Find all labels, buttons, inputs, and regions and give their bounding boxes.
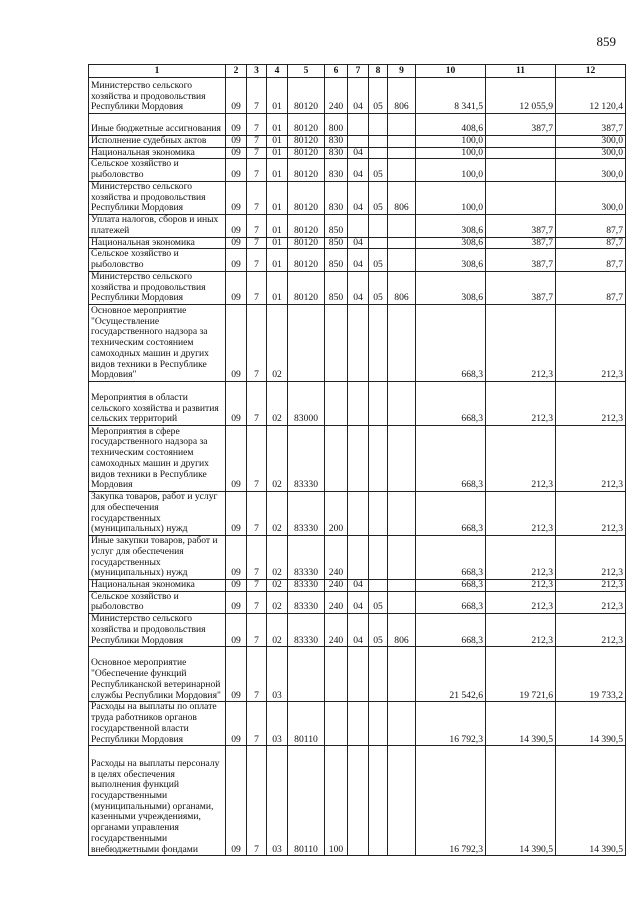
vr-code-cell: 850: [325, 249, 348, 271]
rz-code-cell: [348, 426, 369, 492]
pp-code-cell: 7: [247, 271, 267, 304]
table-row: [89, 114, 626, 136]
amount-year-2-cell: 12 055,9: [486, 78, 556, 114]
amount-year-3-cell: 212,3: [556, 426, 626, 492]
amount-year-3-cell: 87,7: [556, 249, 626, 271]
column-header: 8: [369, 65, 388, 78]
vr-code-cell: 830: [325, 147, 348, 159]
om-code-cell: 01: [267, 249, 288, 271]
item-name-cell: Иные бюджетные ассигнования: [89, 114, 226, 136]
item-name-cell: Министерство сельского хозяйства и продовольствия Республики Мордовия: [89, 78, 226, 114]
pp-code-cell: 7: [247, 136, 267, 148]
vr-code-cell: 850: [325, 215, 348, 237]
amount-year-1-cell: 668,3: [416, 382, 486, 426]
gp-code-cell: 09: [226, 614, 247, 647]
pr-code-cell: [369, 237, 388, 249]
table-row: [89, 215, 626, 237]
pr-code-cell: 05: [369, 614, 388, 647]
item-name-cell: Основное мероприятие "Осуществление государственного надзора за техническим состоянием самоходных машин и других видов техники в Республике Мордовия": [89, 305, 226, 382]
pp-code-cell: 7: [247, 580, 267, 592]
om-code-cell: 01: [267, 271, 288, 304]
direction-code-cell: 80120: [288, 78, 325, 114]
om-code-cell: 03: [267, 746, 288, 856]
rz-code-cell: 04: [348, 78, 369, 114]
gp-code-cell: 09: [226, 536, 247, 580]
gp-code-cell: 09: [226, 426, 247, 492]
amount-year-1-cell: 668,3: [416, 426, 486, 492]
amount-year-3-cell: 212,3: [556, 591, 626, 613]
column-header: 6: [325, 65, 348, 78]
amount-year-3-cell: 300,0: [556, 136, 626, 148]
grbs-code-cell: [388, 305, 416, 382]
om-code-cell: 03: [267, 647, 288, 702]
vr-code-cell: [325, 702, 348, 746]
budget-table: [88, 64, 626, 856]
vr-code-cell: 240: [325, 580, 348, 592]
item-name-cell: Мероприятия в области сельского хозяйства и развития сельских территорий: [89, 382, 226, 426]
amount-year-3-cell: 212,3: [556, 536, 626, 580]
amount-year-1-cell: 668,3: [416, 614, 486, 647]
amount-year-2-cell: 387,7: [486, 215, 556, 237]
pr-code-cell: [369, 382, 388, 426]
rz-code-cell: [348, 647, 369, 702]
table-row: [89, 147, 626, 159]
gp-code-cell: 09: [226, 159, 247, 181]
vr-code-cell: 240: [325, 536, 348, 580]
pr-code-cell: [369, 536, 388, 580]
gp-code-cell: 09: [226, 647, 247, 702]
om-code-cell: 02: [267, 580, 288, 592]
item-name-cell: Сельское хозяйство и рыболовство: [89, 249, 226, 271]
pr-code-cell: 05: [369, 249, 388, 271]
gp-code-cell: 09: [226, 237, 247, 249]
amount-year-2-cell: 212,3: [486, 426, 556, 492]
direction-code-cell: 80120: [288, 215, 325, 237]
gp-code-cell: 09: [226, 114, 247, 136]
amount-year-3-cell: 87,7: [556, 271, 626, 304]
amount-year-2-cell: [486, 147, 556, 159]
pp-code-cell: 7: [247, 159, 267, 181]
table-row: [89, 305, 626, 382]
grbs-code-cell: [388, 237, 416, 249]
grbs-code-cell: [388, 426, 416, 492]
vr-code-cell: 240: [325, 78, 348, 114]
om-code-cell: 01: [267, 181, 288, 214]
vr-code-cell: 830: [325, 181, 348, 214]
grbs-code-cell: [388, 536, 416, 580]
rz-code-cell: 04: [348, 591, 369, 613]
vr-code-cell: 240: [325, 591, 348, 613]
grbs-code-cell: [388, 136, 416, 148]
direction-code-cell: 80120: [288, 159, 325, 181]
pp-code-cell: 7: [247, 746, 267, 856]
pr-code-cell: 05: [369, 271, 388, 304]
pr-code-cell: [369, 114, 388, 136]
gp-code-cell: 09: [226, 181, 247, 214]
amount-year-2-cell: 387,7: [486, 271, 556, 304]
grbs-code-cell: 806: [388, 78, 416, 114]
vr-code-cell: 100: [325, 746, 348, 856]
gp-code-cell: 09: [226, 591, 247, 613]
amount-year-2-cell: 212,3: [486, 382, 556, 426]
om-code-cell: 01: [267, 78, 288, 114]
item-name-cell: Мероприятия в сфере государственного надзора за техническим состоянием самоходных машин и других видов техники в Республике Мордовия: [89, 426, 226, 492]
pr-code-cell: 05: [369, 159, 388, 181]
gp-code-cell: 09: [226, 249, 247, 271]
rz-code-cell: [348, 136, 369, 148]
direction-code-cell: 80120: [288, 147, 325, 159]
vr-code-cell: 830: [325, 136, 348, 148]
direction-code-cell: 83000: [288, 382, 325, 426]
gp-code-cell: 09: [226, 305, 247, 382]
item-name-cell: Сельское хозяйство и рыболовство: [89, 159, 226, 181]
amount-year-2-cell: 14 390,5: [486, 702, 556, 746]
pp-code-cell: 7: [247, 492, 267, 536]
pp-code-cell: 7: [247, 536, 267, 580]
rz-code-cell: 04: [348, 237, 369, 249]
pr-code-cell: [369, 215, 388, 237]
vr-code-cell: 200: [325, 492, 348, 536]
grbs-code-cell: 806: [388, 271, 416, 304]
table-row: [89, 426, 626, 492]
direction-code-cell: 83330: [288, 426, 325, 492]
amount-year-3-cell: 14 390,5: [556, 746, 626, 856]
direction-code-cell: 80120: [288, 237, 325, 249]
direction-code-cell: 80120: [288, 114, 325, 136]
amount-year-2-cell: 212,3: [486, 591, 556, 613]
amount-year-1-cell: 308,6: [416, 249, 486, 271]
amount-year-2-cell: [486, 181, 556, 214]
grbs-code-cell: [388, 147, 416, 159]
rz-code-cell: [348, 536, 369, 580]
grbs-code-cell: [388, 746, 416, 856]
item-name-cell: Министерство сельского хозяйства и продовольствия Республики Мордовия: [89, 614, 226, 647]
table-row: [89, 702, 626, 746]
column-header: 9: [388, 65, 416, 78]
column-header: 4: [267, 65, 288, 78]
item-name-cell: Национальная экономика: [89, 580, 226, 592]
amount-year-1-cell: 100,0: [416, 181, 486, 214]
rz-code-cell: [348, 702, 369, 746]
pp-code-cell: 7: [247, 114, 267, 136]
amount-year-1-cell: 100,0: [416, 159, 486, 181]
vr-code-cell: 850: [325, 271, 348, 304]
om-code-cell: 02: [267, 492, 288, 536]
amount-year-1-cell: 100,0: [416, 147, 486, 159]
direction-code-cell: 80120: [288, 271, 325, 304]
table-row: [89, 536, 626, 580]
vr-code-cell: 800: [325, 114, 348, 136]
item-name-cell: Расходы на выплаты персоналу в целях обеспечения выполнения функций государственными (муниципальными) органами, казенными учреждениями, органами управления государственными внебюджетными фондами: [89, 746, 226, 856]
pr-code-cell: 05: [369, 78, 388, 114]
pr-code-cell: 05: [369, 591, 388, 613]
amount-year-3-cell: 19 733,2: [556, 647, 626, 702]
item-name-cell: Исполнение судебных актов: [89, 136, 226, 148]
column-header: 5: [288, 65, 325, 78]
amount-year-3-cell: 212,3: [556, 305, 626, 382]
om-code-cell: 01: [267, 215, 288, 237]
item-name-cell: Уплата налогов, сборов и иных платежей: [89, 215, 226, 237]
direction-code-cell: [288, 647, 325, 702]
amount-year-3-cell: 300,0: [556, 159, 626, 181]
table-row: [89, 382, 626, 426]
amount-year-2-cell: 212,3: [486, 305, 556, 382]
direction-code-cell: 80120: [288, 136, 325, 148]
amount-year-1-cell: 408,6: [416, 114, 486, 136]
item-name-cell: Министерство сельского хозяйства и продовольствия Республики Мордовия: [89, 271, 226, 304]
grbs-code-cell: [388, 702, 416, 746]
pp-code-cell: 7: [247, 181, 267, 214]
amount-year-3-cell: 212,3: [556, 580, 626, 592]
table-row: [89, 159, 626, 181]
om-code-cell: 02: [267, 426, 288, 492]
table-row: [89, 271, 626, 304]
amount-year-1-cell: 668,3: [416, 492, 486, 536]
om-code-cell: 03: [267, 702, 288, 746]
om-code-cell: 01: [267, 114, 288, 136]
direction-code-cell: 83330: [288, 591, 325, 613]
om-code-cell: 02: [267, 305, 288, 382]
item-name-cell: Расходы на выплаты по оплате труда работников органов государственной власти Республики Мордовия: [89, 702, 226, 746]
item-name-cell: Национальная экономика: [89, 237, 226, 249]
item-name-cell: Министерство сельского хозяйства и продовольствия Республики Мордовия: [89, 181, 226, 214]
amount-year-2-cell: [486, 136, 556, 148]
gp-code-cell: 09: [226, 382, 247, 426]
om-code-cell: 02: [267, 382, 288, 426]
direction-code-cell: 83330: [288, 580, 325, 592]
pp-code-cell: 7: [247, 237, 267, 249]
gp-code-cell: 09: [226, 492, 247, 536]
amount-year-3-cell: 87,7: [556, 237, 626, 249]
amount-year-2-cell: 14 390,5: [486, 746, 556, 856]
vr-code-cell: [325, 382, 348, 426]
pp-code-cell: 7: [247, 147, 267, 159]
pr-code-cell: [369, 305, 388, 382]
direction-code-cell: 83330: [288, 536, 325, 580]
amount-year-2-cell: 212,3: [486, 614, 556, 647]
rz-code-cell: [348, 215, 369, 237]
table-row: [89, 78, 626, 114]
amount-year-3-cell: 387,7: [556, 114, 626, 136]
rz-code-cell: 04: [348, 147, 369, 159]
column-header: 3: [247, 65, 267, 78]
table-row: [89, 746, 626, 856]
pr-code-cell: [369, 647, 388, 702]
om-code-cell: 01: [267, 147, 288, 159]
pr-code-cell: [369, 580, 388, 592]
pr-code-cell: [369, 426, 388, 492]
table-row: [89, 647, 626, 702]
vr-code-cell: 240: [325, 614, 348, 647]
table-row: [89, 136, 626, 148]
direction-code-cell: 80120: [288, 249, 325, 271]
amount-year-2-cell: 212,3: [486, 492, 556, 536]
om-code-cell: 01: [267, 136, 288, 148]
item-name-cell: Закупка товаров, работ и услуг для обеспечения государственных (муниципальных) нужд: [89, 492, 226, 536]
pp-code-cell: 7: [247, 702, 267, 746]
amount-year-1-cell: 16 792,3: [416, 702, 486, 746]
column-header: 2: [226, 65, 247, 78]
amount-year-1-cell: 16 792,3: [416, 746, 486, 856]
amount-year-3-cell: 300,0: [556, 181, 626, 214]
amount-year-3-cell: 212,3: [556, 492, 626, 536]
amount-year-3-cell: 12 120,4: [556, 78, 626, 114]
item-name-cell: Основное мероприятие "Обеспечение функций Республиканской ветеринарной службы Республики Мордовия": [89, 647, 226, 702]
direction-code-cell: 80120: [288, 181, 325, 214]
pr-code-cell: [369, 702, 388, 746]
grbs-code-cell: [388, 580, 416, 592]
amount-year-2-cell: 387,7: [486, 249, 556, 271]
vr-code-cell: 830: [325, 159, 348, 181]
direction-code-cell: [288, 305, 325, 382]
amount-year-1-cell: 668,3: [416, 305, 486, 382]
grbs-code-cell: [388, 249, 416, 271]
pr-code-cell: [369, 746, 388, 856]
gp-code-cell: 09: [226, 702, 247, 746]
pp-code-cell: 7: [247, 382, 267, 426]
pr-code-cell: 05: [369, 181, 388, 214]
rz-code-cell: [348, 114, 369, 136]
rz-code-cell: [348, 746, 369, 856]
pp-code-cell: 7: [247, 614, 267, 647]
rz-code-cell: [348, 492, 369, 536]
amount-year-3-cell: 212,3: [556, 614, 626, 647]
pp-code-cell: 7: [247, 305, 267, 382]
grbs-code-cell: [388, 492, 416, 536]
om-code-cell: 02: [267, 536, 288, 580]
column-header: 7: [348, 65, 369, 78]
pr-code-cell: [369, 147, 388, 159]
rz-code-cell: [348, 305, 369, 382]
rz-code-cell: [348, 382, 369, 426]
grbs-code-cell: [388, 591, 416, 613]
grbs-code-cell: [388, 647, 416, 702]
amount-year-2-cell: 19 721,6: [486, 647, 556, 702]
amount-year-1-cell: 8 341,5: [416, 78, 486, 114]
direction-code-cell: 83330: [288, 614, 325, 647]
grbs-code-cell: [388, 215, 416, 237]
table-row: [89, 614, 626, 647]
rz-code-cell: 04: [348, 580, 369, 592]
column-header: 12: [556, 65, 626, 78]
amount-year-2-cell: [486, 159, 556, 181]
om-code-cell: 02: [267, 614, 288, 647]
rz-code-cell: 04: [348, 249, 369, 271]
rz-code-cell: 04: [348, 159, 369, 181]
amount-year-3-cell: 212,3: [556, 382, 626, 426]
pr-code-cell: [369, 492, 388, 536]
amount-year-1-cell: 21 542,6: [416, 647, 486, 702]
grbs-code-cell: [388, 382, 416, 426]
pr-code-cell: [369, 136, 388, 148]
grbs-code-cell: 806: [388, 614, 416, 647]
amount-year-1-cell: 100,0: [416, 136, 486, 148]
amount-year-1-cell: 668,3: [416, 591, 486, 613]
om-code-cell: 02: [267, 591, 288, 613]
om-code-cell: 01: [267, 159, 288, 181]
om-code-cell: 01: [267, 237, 288, 249]
pp-code-cell: 7: [247, 249, 267, 271]
amount-year-2-cell: 212,3: [486, 580, 556, 592]
table-row: [89, 580, 626, 592]
table-body: [89, 78, 626, 856]
table-row: [89, 249, 626, 271]
table-row: [89, 237, 626, 249]
rz-code-cell: 04: [348, 614, 369, 647]
pp-code-cell: 7: [247, 215, 267, 237]
vr-code-cell: [325, 647, 348, 702]
gp-code-cell: 09: [226, 147, 247, 159]
pp-code-cell: 7: [247, 647, 267, 702]
table-header-row: [89, 65, 626, 78]
amount-year-2-cell: 212,3: [486, 536, 556, 580]
column-header: 10: [416, 65, 486, 78]
page-number: 859: [596, 34, 616, 49]
gp-code-cell: 09: [226, 580, 247, 592]
amount-year-3-cell: 300,0: [556, 147, 626, 159]
grbs-code-cell: [388, 159, 416, 181]
direction-code-cell: 80110: [288, 702, 325, 746]
amount-year-3-cell: 87,7: [556, 215, 626, 237]
table-row: [89, 591, 626, 613]
amount-year-1-cell: 308,6: [416, 237, 486, 249]
amount-year-2-cell: 387,7: [486, 237, 556, 249]
pp-code-cell: 7: [247, 426, 267, 492]
amount-year-1-cell: 308,6: [416, 215, 486, 237]
item-name-cell: Национальная экономика: [89, 147, 226, 159]
gp-code-cell: 09: [226, 271, 247, 304]
table-row: [89, 181, 626, 214]
rz-code-cell: 04: [348, 271, 369, 304]
gp-code-cell: 09: [226, 78, 247, 114]
direction-code-cell: 80110: [288, 746, 325, 856]
gp-code-cell: 09: [226, 746, 247, 856]
amount-year-2-cell: 387,7: [486, 114, 556, 136]
rz-code-cell: 04: [348, 181, 369, 214]
grbs-code-cell: [388, 114, 416, 136]
vr-code-cell: [325, 426, 348, 492]
amount-year-1-cell: 668,3: [416, 536, 486, 580]
pp-code-cell: 7: [247, 78, 267, 114]
item-name-cell: Иные закупки товаров, работ и услуг для обеспечения государственных (муниципальных) нужд: [89, 536, 226, 580]
item-name-cell: Сельское хозяйство и рыболовство: [89, 591, 226, 613]
gp-code-cell: 09: [226, 136, 247, 148]
table-row: [89, 492, 626, 536]
gp-code-cell: 09: [226, 215, 247, 237]
amount-year-1-cell: 668,3: [416, 580, 486, 592]
amount-year-3-cell: 14 390,5: [556, 702, 626, 746]
direction-code-cell: 83330: [288, 492, 325, 536]
vr-code-cell: 850: [325, 237, 348, 249]
column-header: 1: [89, 65, 226, 78]
column-header: 11: [486, 65, 556, 78]
pp-code-cell: 7: [247, 591, 267, 613]
amount-year-1-cell: 308,6: [416, 271, 486, 304]
grbs-code-cell: 806: [388, 181, 416, 214]
vr-code-cell: [325, 305, 348, 382]
